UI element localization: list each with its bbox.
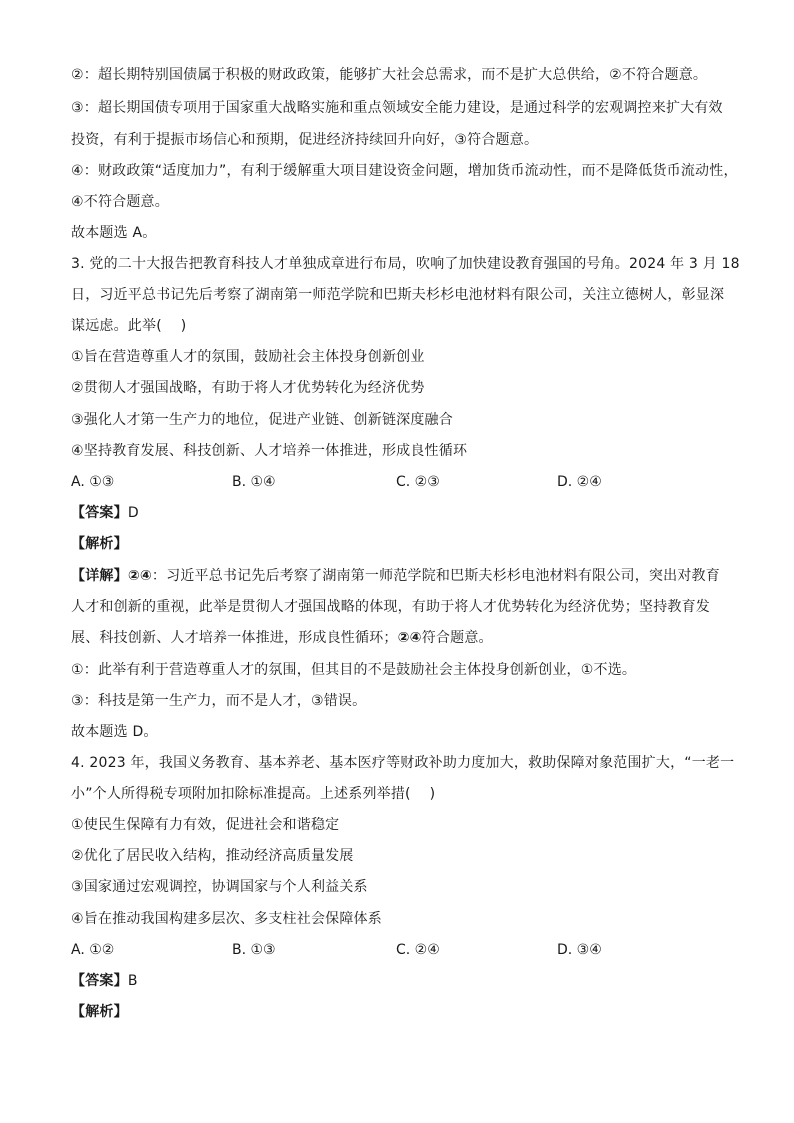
q3-statement-2: ②贯彻人才强国战略，有助于将人才优势转化为经济优势 (71, 380, 425, 396)
q4-answer (71, 971, 731, 991)
q4-statement-1: ①使民生保障有力有效，促进社会和谐稳定 (71, 817, 340, 833)
q3-detail: 人才和创新的重视，此举是贯彻人才强国战略的体现，有助于将人才优势转化为经济优势；坚持教育发 (71, 599, 710, 615)
text-line: 故本题选 D。 (71, 724, 158, 740)
text-line: ④不符合题意。 (71, 194, 169, 210)
q3-detail (71, 628, 731, 648)
q4-option-b: B. ①③ (232, 942, 276, 958)
answer-label: 【答案】 (71, 505, 128, 521)
detail-text: 展、科技创新、人才培养一体推进，形成良性循环； (71, 630, 398, 646)
q3-option-b: B. ①④ (232, 474, 276, 490)
detail-text: 符合题意。 (421, 630, 493, 646)
text-line: ②：超长期特别国债属于积极的财政政策，能够扩大社会总需求，而不是扩大总供给，②不符合题意。 (71, 67, 708, 83)
analysis-label: 【解析】 (71, 536, 128, 552)
q3-statement-4: ④坚持教育发展、科技创新、人才培养一体推进，形成良性循环 (71, 443, 468, 459)
analysis-label: 【解析】 (71, 1004, 128, 1020)
q4-statement-2: ②优化了居民收入结构，推动经济高质量发展 (71, 848, 354, 864)
question-3-stem: 谋远虑。此举( ) (71, 318, 187, 334)
q3-statement-1: ①旨在营造尊重人才的氛围，鼓励社会主体投身创新创业 (71, 349, 425, 365)
text-line: ①：此举有利于营造尊重人才的氛围，但其目的不是鼓励社会主体投身创新创业，①不选。 (71, 662, 637, 678)
text-line: ③：超长期国债专项用于国家重大战略实施和重点领域安全能力建设，是通过科学的宏观调控来扩大有效 (71, 100, 723, 116)
text-line: 投资，有利于提振市场信心和预期，促进经济持续回升向好，③符合题意。 (71, 132, 539, 148)
q4-option-c: C. ②④ (396, 942, 440, 958)
answer-label: 【答案】 (71, 973, 128, 989)
q3-option-c: C. ②③ (396, 474, 440, 490)
question-4-stem: 小”个人所得税专项附加扣除标准提高。上述系列举措( ) (71, 786, 436, 802)
question-3-stem: 3. 党的二十大报告把教育科技人才单独成章进行布局，吹响了加快建设教育强国的号角。2024 年 3 月 18 (71, 256, 740, 272)
q3-detail (71, 566, 731, 586)
q3-statement-3: ③强化人才第一生产力的地位，促进产业链、创新链深度融合 (71, 412, 453, 428)
q3-analysis-label (71, 534, 731, 554)
q4-option-a: A. ①② (71, 942, 115, 958)
detail-nums: ②④ (397, 630, 422, 646)
q3-option-d: D. ②④ (557, 474, 602, 490)
text-line: ④：财政政策“适度加力”，有利于缓解重大项目建设资金问题，增加货币流动性，而不是降低货币流动性， (71, 163, 738, 179)
q4-statement-4: ④旨在推动我国构建多层次、多支柱社会保障体系 (71, 911, 382, 927)
detail-nums: ②④ (127, 568, 152, 584)
q4-statement-3: ③国家通过宏观调控，协调国家与个人利益关系 (71, 879, 368, 895)
q3-option-a: A. ①③ (71, 474, 115, 490)
q3-answer (71, 503, 731, 523)
question-4-stem: 4. 2023 年，我国义务教育、基本养老、基本医疗等财政补助力度加大，救助保障对象范围扩大，“一老一 (71, 755, 735, 771)
q4-analysis-label (71, 1002, 731, 1022)
q4-option-d: D. ③④ (557, 942, 602, 958)
question-3-stem: 日，习近平总书记先后考察了湖南第一师范学院和巴斯夫杉杉电池材料有限公司，关注立德树人，彰显深 (71, 287, 725, 303)
text-line: ③：科技是第一生产力，而不是人才，③错误。 (71, 693, 367, 709)
answer-value: B (127, 973, 138, 989)
detail-text: ：习近平总书记先后考察了湖南第一师范学院和巴斯夫杉杉电池材料有限公司，突出对教育 (151, 568, 720, 584)
detail-label: 【详解】 (71, 568, 128, 584)
text-line: 故本题选 A。 (71, 225, 157, 241)
answer-value: D (127, 505, 139, 521)
